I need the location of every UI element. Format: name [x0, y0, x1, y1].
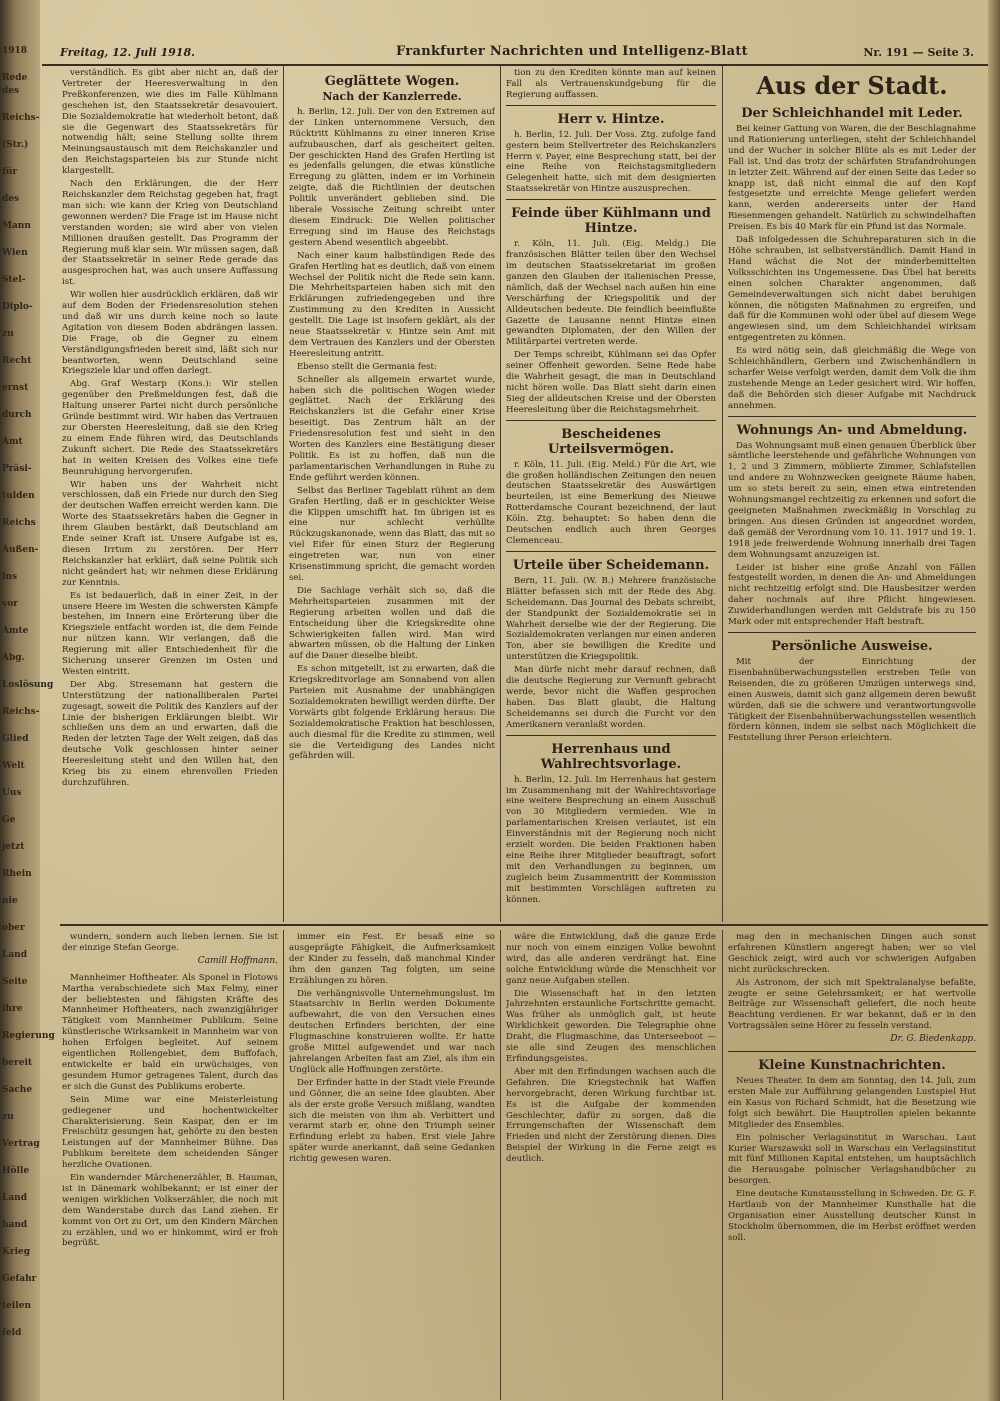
strip-line: Uus: [2, 788, 22, 798]
author-signature: Camill Hoffmann.: [197, 955, 278, 966]
page-header: [42, 42, 988, 66]
article-paragraph: Sein Mime war eine Meisterleistung gediegener und hochentwickelter Charakterisierung. Sein Kaspar, den er im Freischütz gesungen hat, gehörte zu den besten Leistungen auf der Mannheimer Bühne. Das Publikum bereitete dem scheidenden Sänger herzliche Ovationen.: [62, 1094, 278, 1171]
article-paragraph: Wir haben uns der Wahrheit nicht verschlossen, daß ein Friede nur durch den Sieg der deutschen Waffen erreicht werden kann. Die Worte des Staatssekretärs haben die Gegner in ihrem Glauben bestärkt, daß Deutschland am Ende seiner Kraft ist. Unsere Aufgabe ist es, diesen Irrtum zu zerstören. Der Herr Reichskanzler hat erklärt, daß seine Politik sich nicht geändert hat; wir nehmen diese Erklärung zur Kenntnis.: [62, 479, 278, 588]
strip-line: zu: [2, 329, 14, 339]
column-divider: [283, 66, 284, 922]
article-paragraph: wundern, sondern auch lieben lernen. Sie ist der einzige Stefan George.: [62, 932, 278, 953]
article-paragraph: Eine deutsche Kunstausstellung in Schweden. Dr. G. F. Hartlaub von der Mannheimer Kunsthalle hat die Organisation einer Ausstellung deutscher Kunst in Stockholm übernommen, die im Herbst eröffnet werden soll.: [728, 1189, 976, 1243]
article-title: Der Schleichhandel mit Leder.: [741, 106, 963, 121]
strip-line: Präsi-: [2, 464, 32, 474]
strip-line: Diplo-: [2, 302, 33, 312]
strip-line: Vertrag: [2, 1139, 40, 1149]
strip-line: Land: [2, 950, 27, 960]
column-divider: [722, 930, 723, 1400]
column-4: [728, 68, 976, 920]
article-title: Urteile über Scheidemann.: [512, 557, 710, 573]
article-paragraph: Bei keiner Gattung von Waren, die der Beschlagnahme und Rationierung unterliegen, steht der Schleichhandel und der Wucher in solcher Blüte als es mit Leder der Fall ist. Und das trotz der schärfsten Strafandrohungen in letzter Zeit. Während auf der einen Seite das Leder so knapp ist, daß nicht einmal die auf den Kopf festgesetzte und erreichte Menge geliefert werden kann, werden andererseits unter der Hand Riesenmengen gehandelt. Natürlich zu schwindelhaften Preisen. Es bis 40 Mark für ein Pfund ist das Normale.: [728, 124, 976, 233]
strip-line: ober: [2, 923, 25, 933]
section-rule: [728, 1051, 976, 1052]
strip-line: Regierung: [2, 1031, 55, 1041]
strip-line: Amt: [2, 437, 23, 447]
article-subtitle: Nach der Kanzlerrede.: [322, 90, 462, 103]
article-paragraph: Die Wissenschaft hat in den letzten Jahrzehnten erstaunliche Fortschritte gemacht. Was früher als unmöglich galt, ist heute Wirklichkeit geworden. Die Telegraphie ohne Draht, die Flugmaschine, das Unterseeboot — sie alle sind Zeugen des menschlichen Erfindungsgeistes.: [506, 988, 716, 1064]
article-paragraph: h. Berlin, 12. Juli. Im Herrenhaus hat gestern im Zusammenhang mit der Wahlrechtsvorlage eine weitere Besprechung an einem Ausschuß von 30 Mitgliedern vermieden. Wie in parlamentarischen Kreisen verlautet, ist ein Einverständnis mit der Regierung noch nicht erzielt worden. Die beiden Fraktionen haben eine Reihe ihrer Mitglieder beauftragt, sofort mit den Verhandlungen zu beginnen, um zugleich beim Zusammentritt der Kommission mit bestimmten Vorschlägen auftreten zu können.: [506, 774, 716, 905]
strip-line: 1918: [2, 46, 28, 56]
strip-line: (Str.): [2, 140, 29, 150]
article-paragraph: h. Berlin, 12. Juli. Der von den Extremen auf der Linken unternommene Versuch, den Rücktritt Kühlmanns zu einer inneren Krise aufzubauschen, darf als gescheitert gelten. Der geschickten Hand des Grafen Hertling ist es jedenfalls gelungen, die etwas künstliche Erregung zu glätten, indem er im Vorhinein zeigte, daß die Richtlinien der deutschen Politik unverändert geblieben sind. Die liberale Vossische Zeitung schreibt unter diesem Eindruck: Die Wellen politischer Erregung sind im Hause des Reichstags gestern Abend wesentlich abgeebbt.: [289, 106, 495, 248]
article-paragraph: Leider ist bisher eine große Anzahl von Fällen festgestellt worden, in denen die An- und Abmeldungen nicht rechtzeitig erfolgt sind. Die Hausbesitzer werden daher nochmals auf ihre Pflicht hingewiesen. Zuwiderhandlungen werden mit Geldstrafe bis zu 150 Mark oder mit entsprechender Haft bestraft.: [728, 562, 976, 628]
article-paragraph: Es schon mitgeteilt, ist zu erwarten, daß die Kriegskreditvorlage am Sonnabend von allen Parteien mit Ausnahme der unabhängigen Sozialdemokraten bewilligt werden dürfte. Der Vorwärts gibt folgende Erklärung heraus: Die Sozialdemokratische Fraktion hat beschlossen, auch diesmal für die Kredite zu stimmen, weil sie die Verteidigung des Landes nicht gefährden will.: [289, 664, 495, 762]
article-paragraph: Als Astronom, der sich mit Spektralanalyse befaßte, zeugte er seine Gelehrsamkeit; er hat wertvolle Beiträge zur Wissenschaft geliefert, die noch heute Beachtung verdienen. Er war bekannt, daß er in den Vortragssälen seine Hörer zu fesseln verstand.: [728, 977, 976, 1032]
article-title: Wohnungs An- und Abmeldung.: [736, 422, 968, 438]
article-title: Geglättete Wogen.: [324, 74, 460, 89]
article-paragraph: Neues Theater. In dem am Sonntag, den 14. Juli, zum ersten Male zur Aufführung gelangenden Lustspiel Hut ein Kasus von Richard Schmidt, hat die Besetzung wie folgt sich bewährt. Die Hauptrollen spielen bekannte Mitglieder des Ensembles.: [728, 1076, 976, 1130]
strip-line: jetzt: [2, 842, 25, 852]
article-paragraph: r. Köln, 11. Juli. (Eig. Meld.) Für die Art, wie die großen holländischen Zeitungen den neuen deutschen Staatssekretär des Auswärtigen beurteilen, ist eine Bemerkung des Nieuwe Rotterdamsche Courant bezeichnend, der laut Köln. Ztg. behauptet: So haben denn die Deutschen endlich auch ihren Georges Clemenceau.: [506, 459, 716, 546]
strip-line: Krieg: [2, 1247, 31, 1257]
left-strip-text: [2, 45, 55, 1354]
article-paragraph: Es wird nötig sein, daß gleichmäßig die Wege von Schleichhändlern, Gerbern und Zwischenhändlern in scharfer Weise verfolgt werden, damit dem Volk die ihm zustehende Menge an Leder gesichert wird. Wir hoffen, daß die Behörden sich dieser Aufgabe mit Nachdruck annehmen.: [728, 346, 976, 411]
strip-line: bereit: [2, 1058, 33, 1068]
strip-line: Abg.: [2, 653, 25, 663]
strip-line: nie: [2, 896, 18, 906]
strip-line: Außen-: [2, 545, 39, 555]
article-paragraph: Aber mit den Erfindungen wachsen auch die Gefahren. Die Kriegstechnik hat Waffen hervorgebracht, deren Wirkung furchtbar ist. Es ist die Aufgabe der kommenden Geschlechter, dafür zu sorgen, daß die Errungenschaften der Wissenschaft dem Frieden und nicht der Zerstörung dienen. Dies Beispiel der Wirkung in die Ferne zeigt es deutlich.: [506, 1066, 716, 1165]
strip-line: Rede des: [2, 73, 28, 96]
section-rule: [506, 199, 716, 200]
strip-line: durch: [2, 410, 32, 420]
strip-line: ins: [2, 572, 18, 582]
article-paragraph: r. Köln, 11. Juli. (Eig. Meldg.) Die französischen Blätter teilen über den Wechsel im deutschen Staatssekretariat im großen ganzen den Glauben der italienischen Presse, nämlich, daß der Wechsel nach außen hin eine Verschärfung der Kriegspolitik und der Alldeutschen bedeute. Die feindlich beeinflußte Gazette de Lausanne nennt Hintze einen gewandten Diplomaten, der den Willen der Militärpartei vertreten werde.: [506, 239, 716, 348]
strip-line: Reichs: [2, 518, 36, 528]
strip-line: Recht: [2, 356, 32, 366]
section-rule: [506, 735, 716, 736]
strip-line: hand: [2, 1220, 28, 1230]
strip-line: ernst: [2, 383, 29, 393]
strip-line: feld: [2, 1328, 22, 1338]
article-title: Feinde über Kühlmann und Hintze.: [511, 206, 711, 237]
strip-line: zu: [2, 1112, 14, 1122]
article-paragraph: Mannheimer Hoftheater. Als Sponel in Flotows Martha verabschiedete sich Max Felmy, einer der beliebtesten und fähigsten Kräfte des Mannheimer Hoftheaters, nach zwanzigjähriger Tätigkeit vom Mannheimer Publikum. Seine künstlerische Wirksamkeit in Mannheim war von hohen Erfolgen begleitet. Auf seinem eigentlichen Rollengebiet, dem Buffofach, entwickelte er bald ein urwüchsiges, von gesundem Humor getragenes Talent, durch das er sich die Gunst des Publikums eroberte.: [62, 972, 278, 1092]
strip-line: vor: [2, 599, 18, 609]
article-paragraph: Daß infolgedessen die Schuhreparaturen sich in die Höhe schrauben, ist selbstverständlich. Damit Hand in Hand wächst die Not der minderbemittelten Volksschichten ins Ungemessene. Das Übel hat bereits einen solchen Charakter angenommen, daß Gemeindeverwaltungen sich nicht dabei beruhigen können, die nötigsten Maßnahmen zu ergreifen, und daß für die Kommunen wohl oder übel auf diesem Wege angewiesen sind, um dem Schleichhandel wirksam entgegentreten zu können.: [728, 235, 976, 344]
article-paragraph: immer ein Fest. Er besaß eine so ausgeprägte Fähigkeit, die Aufmerksamkeit der Kinder zu fesseln, daß manchmal Kinder ihm den ganzen Tag folgten, um seine Erzählungen zu hören.: [289, 932, 495, 986]
article-paragraph: Es ist bedauerlich, daß in einer Zeit, in der unsere Heere im Westen die schwersten Kämpfe bestehen, im Innern eine Erörterung über die Kriegsziele entfacht worden ist, die dem Feinde nur nützen kann. Wir verlangen, daß die Regierung mit aller Entschiedenheit für die Sicherung unserer Grenzen im Osten und Westen eintritt.: [62, 590, 278, 677]
column-divider: [500, 66, 501, 922]
article-paragraph: Ein wandernder Märchenerzähler, B. Hauman, ist in Dänemark wohlbekannt; er ist einer der wenigen wirklichen Volkserzähler, die noch mit dem Wanderstabe durch das Land ziehen. Er kommt von Ort zu Ort, um den Kindern Märchen zu erzählen, und wo er hinkommt, wird er froh begrüßt.: [62, 1173, 278, 1249]
strip-line: Reichs-: [2, 707, 40, 717]
feuilleton-column-4: [728, 932, 976, 1398]
article-paragraph: Nach einer kaum halbstündigen Rede des Grafen Hertling hat es deutlich, daß von einem Wechsel der Politik nicht die Rede sein kann. Die Mehrheitsparteien haben sich mit den Erklärungen zufriedengegeben und ihre Zustimmung zu den Krediten in Aussicht gestellt. Die Lage ist insofern geklärt, als der neue Staatssekretär v. Hintze sein Amt mit dem Vertrauen des Kanzlers und der Obersten Heeresleitung antritt.: [289, 250, 495, 359]
header-date: Freitag, 12. Juli 1918.: [60, 46, 195, 59]
article-paragraph: h. Berlin, 12. Juli. Der Voss. Ztg. zufolge fand gestern beim Stellvertreter des Reichskanzlers Herrn v. Payer, eine Besprechung statt, bei der eine Reihe von Reichstagsmitgliedern Gelegenheit hatte, sich mit dem designierten Staatssekretär von Hintze auszusprechen.: [506, 129, 716, 195]
article-title: Bescheidenes Urteilsvermögen.: [547, 426, 675, 457]
strip-line: Amte: [2, 626, 29, 636]
article-title: Herrenhaus und Wahlrechtsvorlage.: [540, 741, 682, 772]
header-masthead: Frankfurter Nachrichten und Intelligenz-Blatt: [396, 44, 748, 59]
strip-line: tulden: [2, 491, 35, 501]
right-page-edge: [988, 0, 1000, 1401]
strip-line: Ge: [2, 815, 16, 825]
strip-line: Wien: [2, 248, 28, 258]
article-paragraph: Ebenso stellt die Germania fest:: [297, 361, 437, 372]
article-paragraph: wäre die Entwicklung, daß die ganze Erde nur noch von einem einzigen Volke bewohnt wird, das alle anderen verdrängt hat. Eine solche Entwicklung würde die Menschheit vor ganz neue Aufgaben stellen.: [506, 932, 716, 986]
article-paragraph: Die verhängnisvolle Unternehmungslust. Im Staatsarchiv in Berlin werden Dokumente aufbewahrt, die von den Versuchen eines deutschen Erfinders berichten, der eine Flugmaschine konstruieren wollte. Er hatte große Mittel aufgewendet und war nach jahrelangen Arbeiten fast am Ziel, als ihm ein Unglück alle Hoffnungen zerstörte.: [289, 988, 495, 1075]
strip-line: Land: [2, 1193, 27, 1203]
strip-line: Reichs-: [2, 113, 40, 123]
article-title: Herr v. Hintze.: [557, 111, 665, 127]
strip-line: Rhein: [2, 869, 32, 879]
strip-line: ihre: [2, 1004, 23, 1014]
article-title: Persönliche Ausweise.: [771, 638, 933, 654]
column-divider: [722, 66, 723, 922]
column-2: [289, 68, 495, 920]
article-paragraph: Der Erfinder hatte in der Stadt viele Freunde und Gönner, die an seine Idee glaubten. Aber als der erste große Versuch mißlang, wandten sich die meisten von ihm ab. Verbittert und verarmt starb er, ohne den Triumph seiner Erfindung erlebt zu haben. Erst viele Jahre später wurde anerkannt, daß seine Gedanken richtig gewesen waren.: [289, 1077, 495, 1165]
feuilleton-column-2: [289, 932, 495, 1398]
article-paragraph: mag den in mechanischen Dingen auch sonst erfahrenen Künstlern angeregt haben; wer so viel Geschick zeigt, wird auch vor schwierigen Aufgaben nicht zurückschrecken.: [728, 932, 976, 975]
article-paragraph: Wir wollen hier ausdrücklich erklären, daß wir auf dem Boden der Friedensresolution stehen und daß wir uns durch keine noch so laute Agitation von diesem Boden abdrängen lassen. Die Frage, ob die Gegner zu einem Verständigungsfrieden bereit sind, läßt sich nur beantworten, wenn Deutschland seine Kriegsziele klar und offen darlegt.: [62, 290, 278, 377]
column-divider: [500, 930, 501, 1400]
strip-line: Loslösung: [2, 680, 54, 690]
section-rule: [728, 632, 976, 633]
strip-line: Stel-: [2, 275, 26, 285]
article-paragraph: Mit der Einrichtung der Eisenbahnüberwachungsstellen erstreben Teile von Reisenden, die zu größeren Umzügen unterwegs sind, einen Ausweis, damit sich ganz allgemein deren bewußt würden, daß sie die schwere und verantwortungsvolle Tätigkeit der Eisenbahnüberwachungsstellen wesentlich fördern können, indem sie selbst nach Möglichkeit die Feststellung ihrer Person erleichtern.: [728, 656, 976, 744]
article-paragraph: Abg. Graf Westarp (Kons.): Wir stellen gegenüber den Preßmeldungen fest, daß die Haltung unserer Partei nicht durch persönliche Gründe bestimmt wird. Wir haben das Vertrauen zur Obersten Heeresleitung, daß sie den Krieg zu einem Ende führen wird, das Deutschlands Zukunft sichert. Die Rede des Staatssekretärs hat in weiten Kreisen des Volkes eine tiefe Beunruhigung hervorgerufen.: [62, 379, 278, 477]
strip-line: Seite: [2, 977, 28, 987]
feuilleton-column-1: [62, 932, 278, 1398]
article-paragraph: Selbst das Berliner Tageblatt rühmt an dem Grafen Hertling, daß er in geschickter Weise die Klippen umschifft hat. Im übrigen ist es eine nur schlecht verhüllte Rückzugskanonade, wenn das Blatt, das mit so viel Eifer für einen Sturz der Regierung eingetreten war, nun von einer Krisenstimmung spricht, die gemacht worden sei.: [289, 485, 495, 583]
article-paragraph: Bern, 11. Juli. (W. B.) Mehrere französische Blätter befassen sich mit der Rede des Abg. Scheidemann. Das Journal des Debats schreibt, der Standpunkt der Sozialdemokratie sei in Wahrheit derselbe wie der der Regierung. Die Sozialdemokraten verlangen nur einen anderen Ton, aber sie bewilligen die Kredite und unterstützen die Kriegspolitik.: [506, 575, 716, 663]
strip-line: teilen: [2, 1301, 31, 1311]
header-page-number: Nr. 191 — Seite 3.: [863, 46, 974, 59]
section-rule: [506, 420, 716, 421]
article-paragraph: Ein polnischer Verlagsinstitut in Warschau. Laut Kurier Warszawski soll in Warschau ein Verlagsinstitut mit fünf Millionen Kapital entstehen, um hauptsächlich die Herausgabe polnischer Verlagshandbücher zu besorgen.: [728, 1132, 976, 1187]
column-1: [62, 68, 278, 920]
column-3: [506, 68, 716, 920]
strip-line: für: [2, 167, 18, 177]
feuilleton-column-3: [506, 932, 716, 1398]
section-rule: [728, 416, 976, 417]
article-continuation: tion zu den Krediten könnte man auf keinen Fall als Vertrauenskundgebung für die Regierung auffassen.: [506, 68, 716, 100]
article-paragraph: Man dürfe nicht mehr darauf rechnen, daß die deutsche Regierung zur Vernunft gebracht werde, bevor nicht die Waffen gesprochen haben. Das Blatt glaubt, die Haltung Scheidemanns sei durch die Furcht vor den Amerikanern veranlaßt worden.: [506, 665, 716, 730]
strip-line: Gefahr: [2, 1274, 37, 1284]
strip-line: des: [2, 194, 20, 204]
article-paragraph: Das Wohnungsamt muß einen genauen Überblick über sämtliche leerstehende und gefährliche Wohnungen von 1, 2 und 3 Zimmern, möblierte Zimmer, Schlafstellen und andere zu Wohnzwecken geeignete Räume haben, um so stets bereit zu sein, einen etwa eintretenden Wohnungsmangel rechtzeitig zu erkennen und sofort die geeigneten Maßnahmen zweckmäßig in Vorschlag zu bringen. Aus diesen Gründen ist angeordnet worden, daß gemäß der Verordnung vom 10. 11. 1917 und 19. 1. 1918 jede freiwerdende Wohnung innerhalb drei Tagen dem Wohnungsamt anzuzeigen ist.: [728, 440, 976, 560]
article-paragraph: Schneller als allgemein erwartet wurde, haben sich die politischen Wogen wieder geglättet. Nach der Erklärung des Reichskanzlers ist die Gefahr einer Krise beseitigt. Das Zentrum hält an der Friedensresolution fest und sieht in den Worten des Kanzlers eine Bestätigung dieser Politik. Es ist zu hoffen, daß nun die parlamentarischen Verhandlungen in Ruhe zu Ende geführt werden können.: [289, 374, 495, 483]
strip-line: Glied: [2, 734, 29, 744]
strip-line: Mann: [2, 221, 31, 231]
author-signature: Dr. G. Biedenkapp.: [890, 1034, 976, 1045]
article-paragraph: Der Abg. Stresemann hat gestern die Unterstützung der nationalliberalen Partei zugesagt, soweit die Politik des Kanzlers auf der Linie der bisherigen Erklärungen bleibt. Wir schließen uns dem an und erwarten, daß die Reden der letzten Tage der Welt zeigen, daß das deutsche Volk geschlossen hinter seiner Heeresleitung steht und den Willen hat, den Krieg bis zu einem ehrenvollen Frieden durchzuführen.: [62, 679, 278, 788]
strip-line: Welt: [2, 761, 25, 771]
feuilleton-rule: [60, 924, 988, 926]
section-rule: [506, 551, 716, 552]
section-title-art-news: Kleine Kunstnachrichten.: [758, 1058, 946, 1074]
article-paragraph: Die Sachlage verhält sich so, daß die Mehrheitsparteien zusammen mit der Regierung arbeiten wollen und daß die Entscheidung über die Kriegskredite ohne Schwierigkeiten fallen wird. Man wird abwarten müssen, ob die Haltung der Linken auf die Dauer dieselbe bleibt.: [289, 585, 495, 662]
article-paragraph: Der Temps schreibt, Kühlmann sei das Opfer seiner Offenheit geworden. Seine Rede habe die Wahrheit gesagt, die man in Deutschland nicht hören wolle. Das Blatt sieht darin einen Sieg der alldeutschen Kreise und der Obersten Heeresleitung über die Reichstagsmehrheit.: [506, 350, 716, 415]
section-rule: [506, 105, 716, 106]
article-paragraph: verständlich. Es gibt aber nicht an, daß der Vertreter der Heeresverwaltung in den Preßkonferenzen, wie dies im Falle Kühlmann geschehen ist, den Staatssekretär desavouiert. Die Sozialdemokratie hat wiederholt betont, daß sie die Gegenwart des Staatssekretärs für notwendig hält; seine Stellung sollte ihrem Meinungsaustausch mit dem Reichskanzler und den Reichstagsparteien bis zur Stunde nicht klargestellt.: [62, 68, 278, 177]
strip-line: Hölle: [2, 1166, 30, 1176]
column-divider: [283, 930, 284, 1400]
strip-line: Sache: [2, 1085, 33, 1095]
article-paragraph: Nach den Erklärungen, die der Herr Reichskanzler dem Reichstag gegeben hat, fragt man sich: wie kann der Krieg von Deutschland gewonnen werden? Die Frage ist im Hause nicht verstanden worden; sie wird aber von vielen Millionen draußen gestellt. Das Programm der Regierung muß klar sein. Wir müssen sagen, daß der Staatssekretär in seiner Rede gerade das ausgesprochen hat, was auch unsere Auffassung ist.: [62, 179, 278, 288]
section-title-local-news: Aus der Stadt.: [756, 71, 948, 100]
